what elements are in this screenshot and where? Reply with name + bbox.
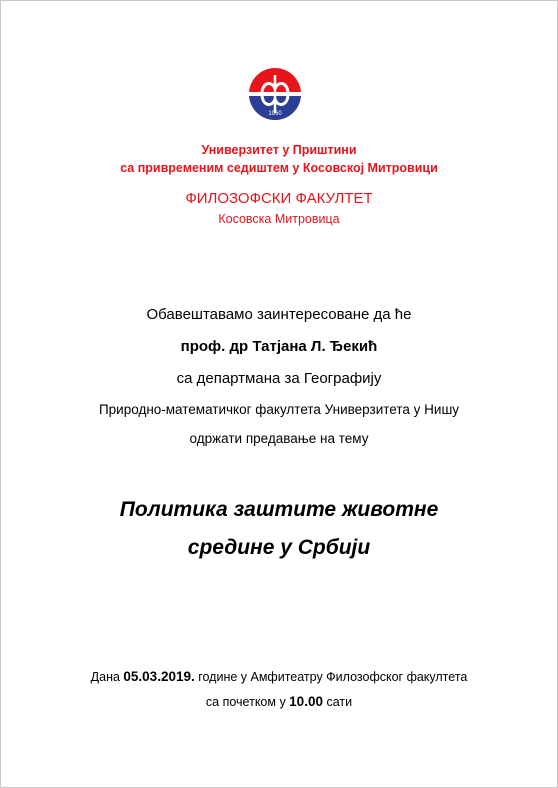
announcement-intro: Обавештавамо заинтересоване да ће <box>146 306 412 323</box>
university-logo <box>248 67 302 123</box>
lecture-date-line <box>1 669 557 684</box>
university-name-line2: са привременим седиштем у Косовској Митровици <box>120 161 438 175</box>
lecture-title-line1: Политика заштите животне <box>119 498 439 521</box>
time-suffix: сати <box>322 695 353 709</box>
lecture-time: 10.00 <box>289 694 323 709</box>
lecture-date: 05.03.2019. <box>123 669 195 684</box>
time-prefix: са почетком у <box>205 695 290 709</box>
lecture-time-line <box>1 694 557 709</box>
speaker-department: са департмана за Географију <box>176 370 382 387</box>
lecture-intro: одржати предавање на тему <box>189 431 369 446</box>
logo-year: 1960 <box>268 111 282 117</box>
faculty-city: Косовска Митровица <box>218 212 340 226</box>
date-prefix: Дана <box>90 670 124 684</box>
speaker-faculty: Природно-математичког факултета Универзитета у Нишу <box>98 402 460 417</box>
faculty-name: ФИЛОЗОФСКИ ФАКУЛТЕТ <box>185 190 373 207</box>
university-name-line1: Универзитет у Приштини <box>201 143 357 157</box>
date-suffix: године у Амфитеатру Филозофског факултета <box>194 670 468 684</box>
lecture-title-line2: средине у Србији <box>187 536 371 559</box>
speaker-name: проф. др Татјана Л. Ђекић <box>180 338 378 355</box>
